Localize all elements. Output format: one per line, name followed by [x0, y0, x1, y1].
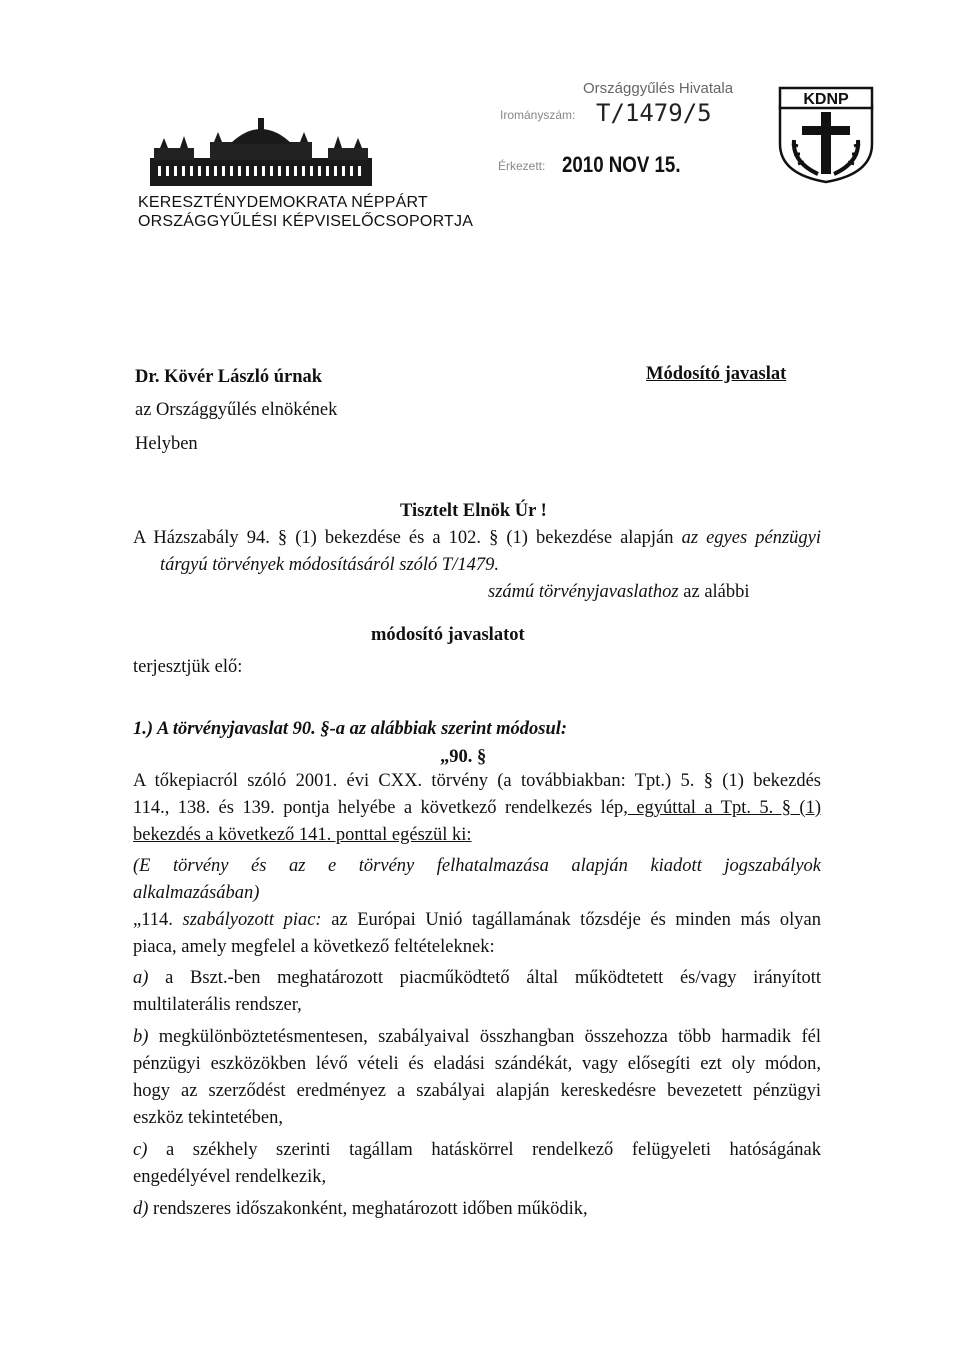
- intro-line-1: A Házszabály 94. § (1) bekezdése és a 102. § (1) bekezdése alapján az egyes pénzügyi: [133, 528, 821, 548]
- salutation: Tisztelt Elnök Úr !: [400, 501, 547, 521]
- party-name: KERESZTÉNYDEMOKRATA NÉPPÁRT: [138, 194, 428, 211]
- point-a-line-2: multilaterális rendszer,: [133, 995, 302, 1015]
- recipient-place: Helyben: [135, 434, 198, 454]
- point-a-line-1: a) a Bszt.-ben meghatározott piacműködtető által működtetett és/vagy irányított: [133, 968, 821, 988]
- logo-text: KDNP: [803, 91, 849, 108]
- recipient-role: az Országgyűlés elnökének: [135, 400, 338, 420]
- context-line-2: alkalmazásában): [133, 883, 260, 903]
- kdnp-shield-logo: [776, 84, 876, 184]
- definition-line-1: „114. szabályozott piac: az Európai Unió tagállamának tőzsdéje és minden más olyan: [133, 910, 821, 930]
- point-b-line-2: pénzügyi eszközökben lévő vételi és eladási szándékát, vagy elősegíti ezt oly módon,: [133, 1054, 821, 1074]
- submit-text: terjesztjük elő:: [133, 657, 243, 677]
- section-number: „90. §: [440, 747, 487, 767]
- intro-line-2: tárgyú törvények módosításáról szóló T/1479.: [160, 555, 499, 575]
- point-b-line-1: b) megkülönböztetésmentesen, szabályaival összhangban összehozza több harmadik fél: [133, 1027, 821, 1047]
- context-line-1: (E törvény és az e törvény felhatalmazása alapján kiadott jogszabályok: [133, 856, 821, 876]
- stamp-reg-label: Irományszám:: [500, 108, 576, 122]
- stamp-arrived-label: Érkezett:: [498, 159, 546, 173]
- parliament-building-icon: [150, 118, 372, 188]
- point-c-line-1: c) a székhely szerinti tagállam hatáskörrel rendelkező felügyeleti hatóságának: [133, 1140, 821, 1160]
- party-group-name: ORSZÁGGYŰLÉSI KÉPVISELŐCSOPORTJA: [138, 213, 474, 230]
- stamp-arrived-date: 2010 NOV 15.: [562, 152, 681, 177]
- stamp-reg-number: T/1479/5: [596, 99, 712, 127]
- paragraph-1-line-2: 114., 138. és 139. pontja helyébe a következő rendelkezés lép, egyúttal a Tpt. 5. § (1): [133, 798, 821, 818]
- centered-heading: módosító javaslatot: [371, 625, 525, 645]
- point-b-line-4: eszköz tekintetében,: [133, 1108, 283, 1128]
- stamp-office: Országgyűlés Hivatala: [583, 80, 734, 97]
- document-title: Módosító javaslat: [646, 364, 787, 384]
- paragraph-1-line-3: bekezdés a következő 141. ponttal egészül ki:: [133, 825, 472, 845]
- amendment-heading: 1.) A törvényjavaslat 90. §-a az alábbiak szerint módosul:: [133, 719, 568, 739]
- point-b-line-3: hogy az szerződést eredményez a szabályai alapján kereskedésre bevezetett pénzügyi: [133, 1081, 821, 1101]
- point-c-line-2: engedélyével rendelkezik,: [133, 1167, 327, 1187]
- intro-line-3: számú törvényjavaslathoz az alábbi: [488, 582, 750, 602]
- definition-line-2: piaca, amely megfelel a következő feltételeknek:: [133, 937, 495, 957]
- point-d-line-1: d) rendszeres időszakonként, meghatározott időben működik,: [133, 1199, 588, 1219]
- paragraph-1-line-1: A tőkepiacról szóló 2001. évi CXX. törvény (a továbbiakban: Tpt.) 5. § (1) bekezdés: [133, 771, 821, 791]
- recipient-name: Dr. Kövér László úrnak: [135, 367, 323, 387]
